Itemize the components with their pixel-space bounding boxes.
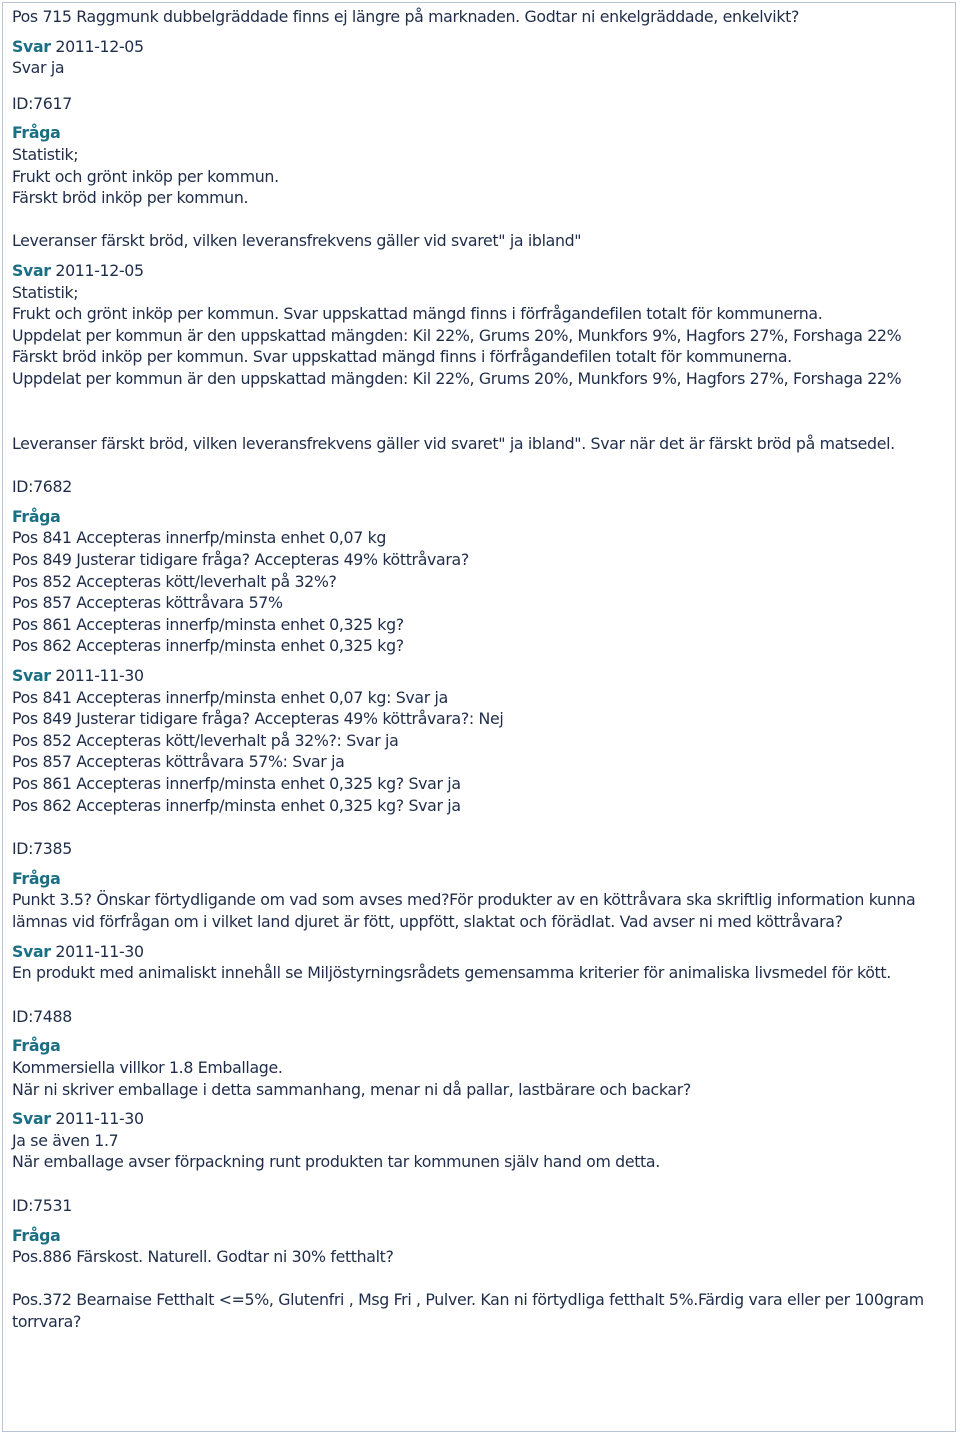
question-text: Frukt och grönt inköp per kommun. bbox=[12, 166, 279, 186]
question-text: Pos 841 Accepteras innerfp/minsta enhet 0,07 kg bbox=[12, 528, 387, 548]
question-text: Pos 715 Raggmunk dubbelgräddade finns ej längre på marknaden. Godtar ni enkelgräddade, enkelvikt? bbox=[12, 7, 800, 26]
question-text: Statistik; bbox=[12, 144, 79, 164]
answer-header bbox=[12, 36, 941, 58]
entry-id: ID:7617 bbox=[12, 93, 72, 113]
question-text: Pos 861 Accepteras innerfp/minsta enhet 0,325 kg? bbox=[12, 614, 404, 634]
answer-label: Svar bbox=[12, 260, 51, 280]
answer-header bbox=[12, 665, 941, 687]
answer-text: När emballage avser förpackning runt produkten tar kommunen själv hand om detta. bbox=[12, 1152, 660, 1172]
intro-block bbox=[12, 6, 941, 79]
qa-entry bbox=[12, 838, 941, 984]
answer-label: Svar bbox=[12, 941, 51, 961]
qa-entry bbox=[12, 1006, 941, 1173]
entry-id: ID:7488 bbox=[12, 1006, 72, 1026]
answer-date: 2011-11-30 bbox=[55, 941, 144, 961]
entry-id: ID:7531 bbox=[12, 1195, 72, 1215]
question-label: Fråga bbox=[12, 123, 61, 143]
answer-text: Pos 849 Justerar tidigare fråga? Accepteras 49% köttråvara?: Nej bbox=[12, 709, 504, 729]
answer-label: Svar bbox=[12, 36, 51, 56]
answer-text: Uppdelat per kommun är den uppskattad mängden: Kil 22%, Grums 20%, Munkfors 9%, Hagfors 27%, Forshaga 22% bbox=[12, 325, 902, 345]
question-text: Pos 857 Accepteras köttråvara 57% bbox=[12, 593, 283, 613]
question-text: Pos 849 Justerar tidigare fråga? Accepteras 49% köttråvara? bbox=[12, 550, 469, 570]
question-text: Punkt 3.5? Önskar förtydligande om vad som avses med?För produkter av en köttråvara ska skriftlig information kunna lämnas vid förfrågan om i vilket land djuret är fött, uppfött, slaktat och förädlat. Vad avser ni med köttråvara? bbox=[12, 890, 921, 931]
entry-id: ID:7385 bbox=[12, 839, 72, 859]
qa-list bbox=[3, 3, 955, 1332]
answer-text: Pos 852 Accepteras kött/leverhalt på 32%?: Svar ja bbox=[12, 730, 399, 750]
answer-text: Pos 862 Accepteras innerfp/minsta enhet 0,325 kg? Svar ja bbox=[12, 795, 461, 815]
question-text: Kommersiella villkor 1.8 Emballage. bbox=[12, 1057, 283, 1077]
answer-label: Svar bbox=[12, 1109, 51, 1129]
answer-date: 2011-11-30 bbox=[55, 1109, 144, 1129]
question-label: Fråga bbox=[12, 506, 61, 526]
answer-label: Svar bbox=[12, 666, 51, 686]
answer-text: Färskt bröd inköp per kommun. Svar uppskattad mängd finns i förfrågandefilen totalt för kommunerna. bbox=[12, 347, 792, 367]
document-frame bbox=[2, 2, 956, 1432]
question-text: Färskt bröd inköp per kommun. bbox=[12, 188, 249, 208]
answer-header bbox=[12, 941, 941, 963]
question-text: När ni skriver emballage i detta sammanhang, menar ni då pallar, lastbärare och backar? bbox=[12, 1079, 691, 1099]
answer-text: Pos 857 Accepteras köttråvara 57%: Svar ja bbox=[12, 752, 345, 772]
answer-text: Uppdelat per kommun är den uppskattad mängden: Kil 22%, Grums 20%, Munkfors 9%, Hagfors 27%, Forshaga 22% bbox=[12, 368, 902, 388]
entries bbox=[12, 93, 941, 1333]
qa-entry bbox=[12, 93, 941, 455]
answer-text: Leveranser färskt bröd, vilken leveransfrekvens gäller vid svaret" ja ibland". Svar när det är färskt bröd på matsedel. bbox=[12, 433, 895, 453]
answer-header bbox=[12, 260, 941, 282]
answer-header bbox=[12, 1108, 941, 1130]
question-text: Leveranser färskt bröd, vilken leveransfrekvens gäller vid svaret" ja ibland" bbox=[12, 231, 582, 251]
question-label: Fråga bbox=[12, 868, 61, 888]
question-text: Pos 852 Accepteras kött/leverhalt på 32%? bbox=[12, 571, 337, 591]
question-text: Pos 862 Accepteras innerfp/minsta enhet 0,325 kg? bbox=[12, 636, 404, 656]
answer-date: 2011-11-30 bbox=[55, 666, 144, 686]
question-label: Fråga bbox=[12, 1225, 61, 1245]
question-text bbox=[12, 1268, 941, 1290]
qa-entry bbox=[12, 1195, 941, 1333]
answer-text: Svar ja bbox=[12, 58, 65, 78]
answer-text: Frukt och grönt inköp per kommun. Svar uppskattad mängd finns i förfrågandefilen totalt för kommunerna. bbox=[12, 304, 823, 324]
answer-text bbox=[12, 390, 941, 412]
question-text: Pos.372 Bearnaise Fetthalt <=5%, Glutenfri , Msg Fri , Pulver. Kan ni förtydliga fetthalt 5%.Färdig vara eller per 100gram torrvara? bbox=[12, 1290, 929, 1331]
answer-text bbox=[12, 411, 941, 433]
answer-text: En produkt med animaliskt innehåll se Miljöstyrningsrådets gemensamma kriterier för animaliska livsmedel för kött. bbox=[12, 963, 891, 983]
question-text: Pos.886 Färskost. Naturell. Godtar ni 30% fetthalt? bbox=[12, 1247, 394, 1267]
qa-entry bbox=[12, 476, 941, 816]
answer-text: Pos 861 Accepteras innerfp/minsta enhet 0,325 kg? Svar ja bbox=[12, 774, 461, 793]
answer-text: Ja se även 1.7 bbox=[12, 1130, 119, 1150]
answer-date: 2011-12-05 bbox=[55, 36, 144, 56]
question-text bbox=[12, 209, 941, 231]
question-label: Fråga bbox=[12, 1036, 61, 1056]
entry-id: ID:7682 bbox=[12, 477, 72, 497]
answer-date: 2011-12-05 bbox=[55, 260, 144, 280]
answer-text: Pos 841 Accepteras innerfp/minsta enhet 0,07 kg: Svar ja bbox=[12, 687, 448, 707]
answer-text: Statistik; bbox=[12, 282, 79, 302]
